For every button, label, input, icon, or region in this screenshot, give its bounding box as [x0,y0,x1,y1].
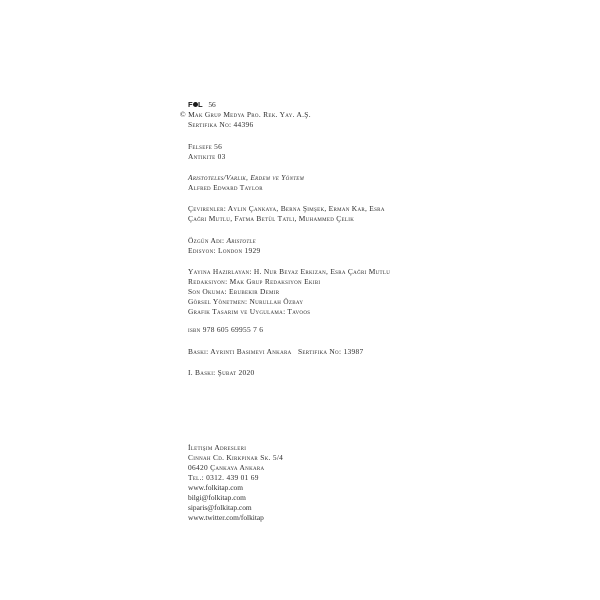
series-block [188,142,226,162]
book-title: Aristoteles/Varlık, Erdem ve Yöntem [188,173,305,182]
contact-address-1: Cinnah Cd. Kırkpınar Sk. 5/4 [188,453,284,462]
publisher-header [188,100,216,110]
first-edition-block [188,368,254,378]
original-title: Aristotle [226,236,256,245]
original-block [188,236,261,256]
first-edition: I. Baskı: Şubat 2020 [188,368,255,377]
credits-block [188,267,390,317]
copyright-text: © Mak Grup Medya Pro. Rek. Yay. A.Ş. [180,110,311,119]
printing-block [188,347,363,357]
certificate-number: Sertifika No: 44396 [188,120,254,129]
contact-email-info[interactable]: bilgi@folkitap.com [188,493,246,502]
credits-line-5: Grafik Tasarım ve Uygulama: Tavoos [188,307,311,316]
book-author: Alfred Edward Taylor [188,183,263,192]
isbn: isbn 978 605 69955 7 6 [188,325,264,334]
original-title-label: Özgün Adı: [188,236,227,245]
credits-line-3: Son Okuma: Ebubekir Demir [188,287,280,296]
title-block [188,173,304,193]
contact-heading: İletişim Adresleri [188,443,247,452]
contact-phone: Tel.: 0312. 439 01 69 [188,473,259,482]
contact-address-2: 06420 Çankaya Ankara [188,463,265,472]
contact-twitter[interactable]: www.twitter.com/folkitap [188,513,264,522]
series-line-2: Antikite 03 [188,152,226,161]
series-number: 56 [208,100,216,109]
publisher-logo: F L [188,100,203,109]
credits-line-1: Yayına Hazırlayan: H. Nur Beyaz Erkızan, Esra Çağrı Mutlu [188,267,391,276]
contact-block [188,443,283,523]
original-title-line [188,236,261,246]
translators-block [188,204,385,224]
contact-email-orders[interactable]: siparis@folkitap.com [188,503,252,512]
contact-website[interactable]: www.folkitap.com [188,483,243,492]
credits-line-4: Görsel Yönetmen: Nurullah Özbay [188,297,304,306]
copyright-block [180,110,311,130]
printing-info: Baskı: Ayrıntı Basımevi Ankara Sertifika No: 13987 [188,347,364,356]
original-edition: Edisyon: London 1929 [188,246,261,255]
series-line-1: Felsefe 56 [188,142,223,151]
isbn-block [188,325,263,335]
translators-line-2: Çağrı Mutlu, Fatma Betül Tatlı, Muhammed Çelik [188,214,355,223]
translators-line-1: Çevirenler: Aylin Çankaya, Berna Şimşek, Erman Kar, Esra [188,204,385,213]
credits-line-2: Redaksiyon: Mak Grup Redaksiyon Ekibi [188,277,321,286]
